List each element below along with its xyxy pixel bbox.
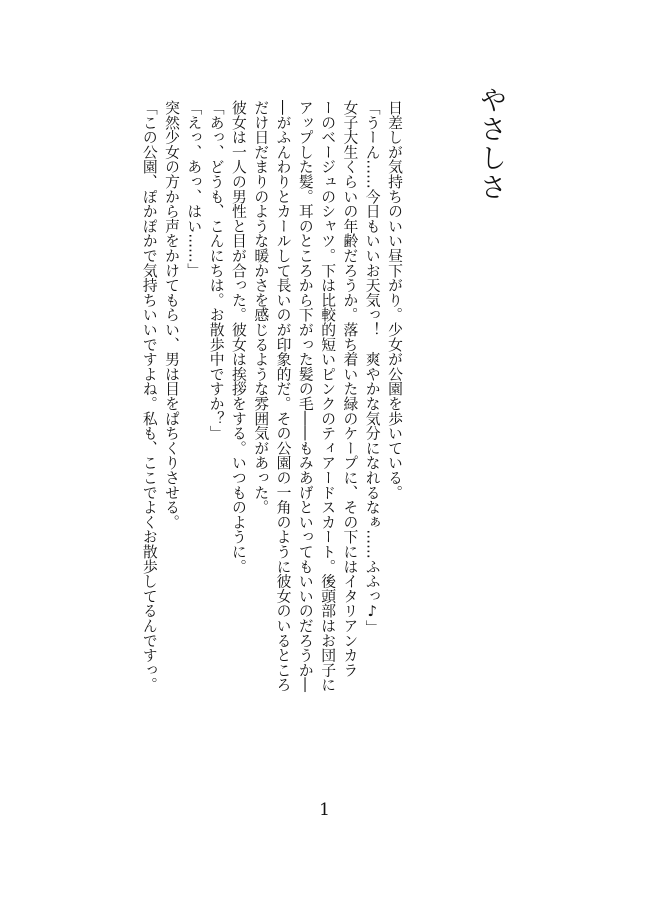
text-line: ーのベージュのシャツ。下は比較的短いピンクのティアードスカート。後頭部はお団子に (319, 100, 337, 692)
text-line: 彼女は一人の男性と目が合った。彼女は挨拶をする。いつものように。 (229, 100, 247, 574)
text-line: 突然少女の方から声をかけてもらい、男は目をぱちくりさせる。 (163, 100, 181, 530)
text-line: アップした髪。耳のところから下がった髪の毛――もみあげといってもいいのだろうか― (296, 100, 314, 692)
text-line: 女子大生くらいの年齢だろうか。落ち着いた緑のケープに、その下にはイタリアンカラ (341, 100, 359, 678)
body-text (137, 100, 405, 790)
text-line: だけ日だまりのような暖かさを感じるような雰囲気があった。 (252, 100, 270, 515)
text-line: 「えっ、あっ、はい……」 (185, 100, 203, 278)
page-number: 1 (319, 800, 330, 820)
text-line: 「あっ、どうも、こんにちは。お散歩中ですか？」 (207, 100, 225, 441)
text-line: 「うーん……今日もいいお天気っ！ 爽やかな気分になれるなぁ……ふふっ♪」 (363, 100, 381, 635)
text-line: 日差しが気持ちのいい昼下がり。少女が公園を歩いている。 (386, 100, 403, 500)
chapter-title: やさしさ (475, 86, 506, 202)
text-line: ―がふんわりとカールして長いのが印象的だ。その公園の一角のように彼女のいるところ (274, 100, 292, 692)
text-line: 「この公園、ぽかぽかで気持ちいいですよね。私も、ここでよくお散歩してるんですっ。 (140, 100, 158, 692)
